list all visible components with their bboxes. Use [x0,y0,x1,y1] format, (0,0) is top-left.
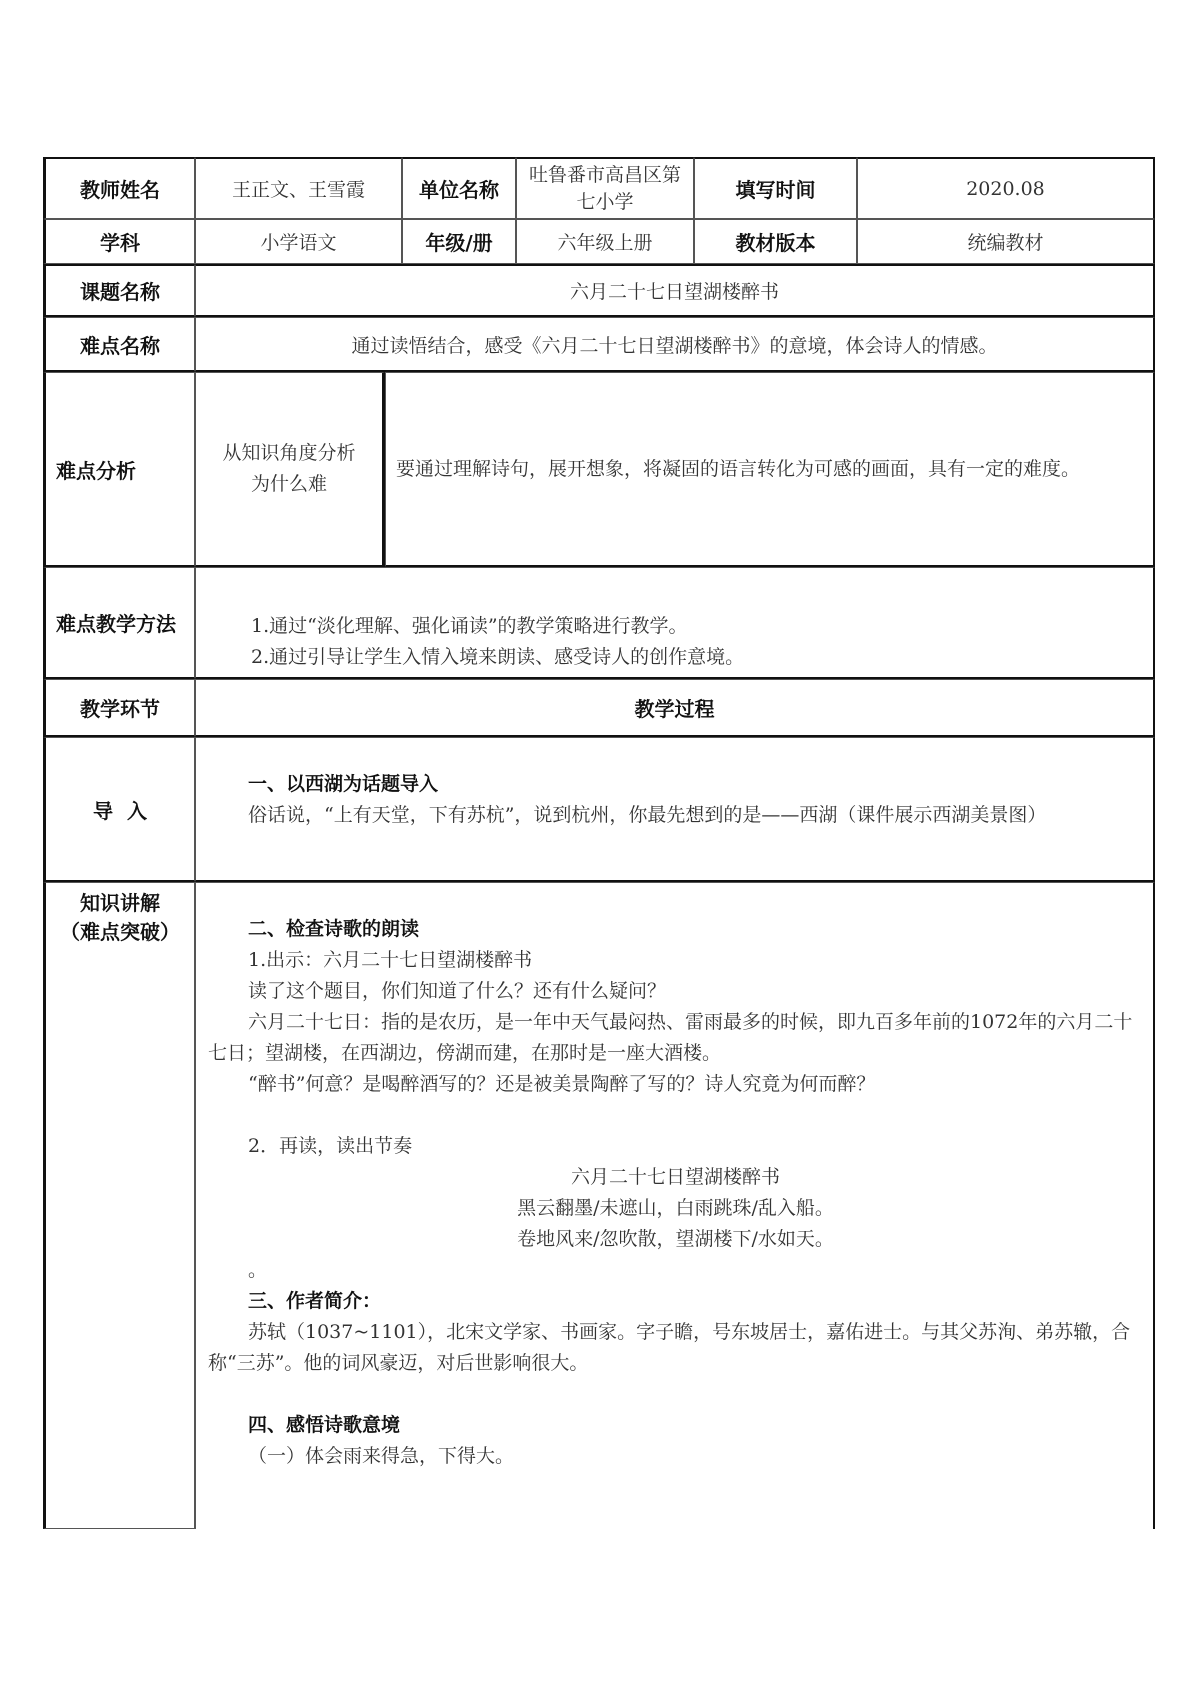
date-explanation: 六月二十七日：指的是农历，是一年中天气最闷热、雷雨最多的时候，即九百多年前的1072年的六月二十七日；望湖楼，在西湖边，傍湖而建，在那时是一座大酒楼。 [208,1011,1133,1064]
process-label: 教学过程 [195,679,1155,737]
edition-label: 教材版本 [694,219,857,264]
knowledge-content [195,882,1155,1529]
intro-content [195,737,1155,882]
analysis-value: 要通过理解诗句，展开想象，将凝固的语言转化为可感的画面，具有一定的难度。 [385,372,1155,567]
unit-name-label: 单位名称 [402,157,516,219]
analysis-label: 难点分析 [43,372,195,567]
poem-line-1: 黑云翻墨/未遮山，白雨跳珠/乱入船。 [517,1197,834,1219]
teacher-name-label: 教师姓名 [43,157,195,219]
analysis-sub-label: 从知识角度分析为什么难 [195,372,385,567]
fill-date-value: 2020.08 [857,157,1155,219]
grade-label: 年级/册 [402,219,516,264]
topic-value: 六月二十七日望湖楼醉书 [195,264,1155,317]
lesson-plan-table [43,157,1155,1529]
difficulty-value: 通过读悟结合，感受《六月二十七日望湖楼醉书》的意境，体会诗人的情感。 [195,317,1155,372]
subject-value: 小学语文 [195,219,402,264]
method-line-1: 1.通过“淡化理解、强化诵读”的教学策略进行教学。 [251,615,688,637]
teacher-name-value: 王正文、王雪霞 [195,157,402,219]
drunk-question: “醉书”何意？是喝醉酒写的？还是被美景陶醉了写的？诗人究竟为何而醉？ [248,1073,876,1095]
section-heading-2: 二、检查诗歌的朗读 [248,918,420,940]
intro-text: 俗话说，“上有天堂，下有苏杭”，说到杭州，你最先想到的是——西湖（课件展示西湖美景图） [248,804,1047,826]
item-1: 1.出示：六月二十七日望湖楼醉书 [248,949,533,971]
author-bio: 苏轼（1037~1101），北宋文学家、书画家。字子瞻，号东坡居士，嘉佑进士。与其父苏洵、弟苏辙，合称“三苏”。他的词风豪迈，对后世影响很大。 [208,1321,1131,1374]
stray-mark: 。 [248,1259,268,1281]
edition-value: 统编教材 [857,219,1155,264]
process-stage-label: 教学环节 [43,679,195,737]
method-line-2: 2.通过引导让学生入情入境来朗读、感受诗人的创作意境。 [251,646,745,668]
knowledge-label: 知识讲解 （难点突破） [43,882,195,1529]
section-heading-4: 四、感悟诗歌意境 [248,1414,401,1436]
method-label: 难点教学方法 [43,567,195,679]
intro-heading: 一、以西湖为话题导入 [248,773,439,795]
intro-label: 导 入 [43,737,195,882]
topic-label: 课题名称 [43,264,195,317]
section-heading-3: 三、作者简介： [248,1290,382,1312]
difficulty-label: 难点名称 [43,317,195,372]
sub-item-1: （一）体会雨来得急，下得大。 [248,1445,515,1467]
poem-line-2: 卷地风来/忽吹散，望湖楼下/水如天。 [517,1228,834,1250]
poem-title: 六月二十七日望湖楼醉书 [570,1166,780,1188]
fill-date-label: 填写时间 [694,157,857,219]
item-2: 2．再读，读出节奏 [248,1135,413,1157]
title-question: 读了这个题目，你们知道了什么？还有什么疑问？ [248,980,667,1002]
unit-name-value: 吐鲁番市高昌区第 七小学 [516,157,694,219]
grade-value: 六年级上册 [516,219,694,264]
subject-label: 学科 [43,219,195,264]
method-value [195,567,1155,679]
